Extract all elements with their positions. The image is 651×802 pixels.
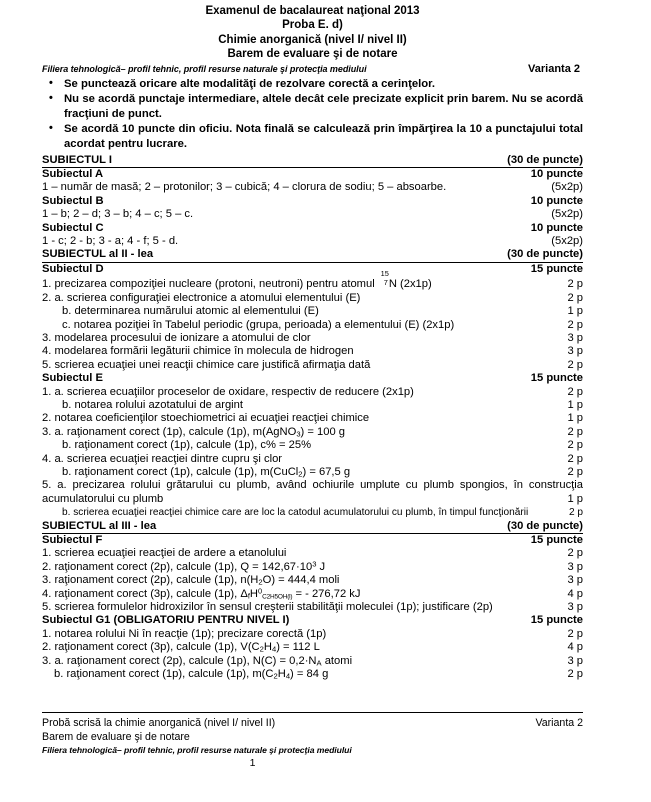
barem-item-text: 1. notarea rolului Ni în reacţie (1p); precizare corectă (1p) (42, 627, 327, 640)
subsection-points: 10 puncte (530, 168, 583, 181)
footer-subtitle: Barem de evaluare şi de notare (42, 731, 190, 743)
barem-item-points: 2 p (567, 452, 583, 465)
barem-item-points: 2 p (567, 291, 583, 304)
subsection-points: 15 puncte (530, 614, 583, 627)
barem-item-e3a (42, 426, 583, 439)
barem-item-text: 1. a. scrierea ecuaţiilor proceselor de oxidare, respectiv de reducere (2x1p) (42, 385, 414, 398)
barem-item-points: 2 p (567, 278, 583, 291)
subsection-points: 15 puncte (530, 262, 583, 275)
section-subiectul-3 (42, 520, 583, 534)
notes-list (42, 77, 583, 153)
answer-points: (5x2p) (551, 235, 583, 248)
barem-item-points: 2 p (567, 627, 583, 640)
barem-item-text: 2. a. scrierea configuraţiei electronice a atomului elementului (E) (42, 291, 361, 304)
varianta-label: Varianta 2 (528, 62, 580, 75)
barem-item-points: 2 p (567, 547, 583, 560)
footer-filiera: Filiera tehnologică– profil tehnic, profil resurse naturale şi protecţia mediului (42, 745, 352, 755)
subsection-points: 15 puncte (530, 372, 583, 385)
filiera-row (42, 63, 583, 76)
subsection-D-head (42, 263, 583, 276)
filiera-text: Filiera tehnologică– profil tehnic, profil resurse naturale şi protecţia mediului (42, 63, 367, 74)
barem-item-e4b (42, 466, 583, 479)
barem-item-text: b. determinarea numărului atomic al elementului (E) (62, 305, 319, 318)
barem-item-text: b. raţionament corect (1p), calcule (1p), m(CuCl$_2$) = 67,5 g (62, 465, 351, 479)
barem-item-d3 (42, 332, 583, 345)
barem-item-e4a (42, 453, 583, 466)
barem-item-points: 3 p (567, 331, 583, 344)
subsection-points: 10 puncte (530, 221, 583, 234)
subsection-label: Subiectul A (42, 168, 104, 181)
answer-text: 1 – număr de masă; 2 – protonilor; 3 – cubică; 4 – clorura de sodiu; 5 – absoarbe. (42, 181, 447, 194)
section-subiectul-2 (42, 248, 583, 262)
barem-item-text: 2. notarea coeficienţilor stoechiometrici ai ecuaţiei reacţiei chimice (42, 412, 370, 425)
barem-item-points: 2 p (567, 385, 583, 398)
barem-item-points: 2 p (567, 425, 583, 438)
barem-body (42, 154, 583, 682)
section-title: SUBIECTUL al III - lea (42, 519, 157, 532)
barem-item-points: 2 p (568, 507, 583, 519)
barem-item-e1b (42, 399, 583, 412)
barem-item-text: 1. scrierea ecuaţiei reacţiei de ardere a etanolului (42, 547, 287, 560)
barem-item-e2 (42, 412, 583, 425)
answer-text: 1 - c; 2 - b; 3 - a; 4 - f; 5 - d. (42, 235, 179, 248)
barem-item-points: 1 p (567, 492, 583, 505)
section-title: SUBIECTUL I (42, 153, 113, 166)
barem-item-e5a (42, 479, 583, 506)
barem-item-text: 4. a. scrierea ecuaţiei reacţiei dintre cupru şi clor (42, 452, 283, 465)
barem-item-points: 3 p (567, 574, 583, 587)
section-points: (30 de puncte) (507, 248, 583, 261)
subsection-label: Subiectul F (42, 534, 103, 547)
section-subiectul-1 (42, 154, 583, 168)
footer-varianta: Varianta 2 (535, 717, 583, 729)
barem-item-text: 4. raţionament corect (3p), calcule (1p), ΔfH$^0$C2H5OH(l) = - 276,72 kJ (42, 585, 361, 601)
barem-item-text: b. raţionament corect (1p), calcule (1p), c% = 25% (62, 439, 312, 452)
barem-item-text: 3. a. raţionament corect (2p), calcule (1p), $N(C) = 0,2\cdot N_A$ atomi (42, 654, 353, 668)
barem-item-d4 (42, 345, 583, 358)
barem-item-points: 1 p (567, 412, 583, 425)
subsection-label: Subiectul E (42, 372, 103, 385)
section-points: (30 de puncte) (507, 153, 583, 166)
subsection-F-head (42, 534, 583, 547)
footer-row-1 (42, 716, 583, 730)
barem-item-text: b. scrierea ecuaţiei reacţiei chimice care are loc la catodul acumulatorului cu plumb, în timpul funcţionării (62, 507, 529, 519)
barem-item-points: 3 p (567, 601, 583, 614)
barem-item-text: 4. modelarea formării legăturii chimice în molecula de hidrogen (42, 345, 354, 358)
barem-item-points: 3 p (567, 560, 583, 573)
barem-item-f5 (42, 601, 583, 614)
barem-item-points: 4 p (567, 641, 583, 654)
barem-item-points: 2 p (567, 358, 583, 371)
barem-item-points: 3 p (567, 345, 583, 358)
barem-item-text: 3. raţionament corect (2p), calcule (1p), $n(H_2O) = 444,4$ moli (42, 574, 340, 587)
note-item: • Se punctează oricare alte modalităţi de rezolvare corectă a cerinţelor. (42, 77, 583, 92)
barem-item-points: 2 p (567, 465, 583, 478)
barem-item-text: b. raţionament corect (1p), calcule (1p), $m(C_2H_4) = 84$ g (54, 668, 329, 681)
barem-item-d1 (42, 269, 583, 291)
barem-item-g1-3a (42, 655, 583, 668)
barem-item-e3b (42, 439, 583, 452)
document-header (42, 4, 583, 62)
answer-points: (5x2p) (551, 208, 583, 221)
subsection-label: Subiectul B (42, 194, 104, 207)
barem-item-points: 1 p (567, 305, 583, 318)
answer-row-B (42, 208, 583, 221)
section-title: SUBIECTUL al II - lea (42, 248, 154, 261)
barem-item-points: 4 p (567, 587, 583, 600)
barem-item-points: 2 p (567, 318, 583, 331)
isotope-notation: 15 7 (380, 269, 389, 287)
barem-item-points: 2 p (567, 439, 583, 452)
subsection-label: Subiectul G1 (OBLIGATORIU PENTRU NIVEL I) (42, 614, 290, 627)
header-line-exam: Examenul de bacalaureat naţional 2013 (205, 5, 420, 17)
barem-item-text: 2. raţionament corect (3p), calcule (1p), $V(C_2H_4) = 112$ L (42, 641, 320, 654)
barem-item-points: 2 p (567, 668, 583, 681)
subsection-A-head (42, 168, 583, 181)
header-line-proba: Proba E. d) (282, 19, 343, 32)
barem-item-text: 5. scrierea formulelor hidroxizilor în sensul creşterii stabilităţii moleculei (1p); justificare (2p) (42, 601, 493, 614)
barem-item-f4 (42, 585, 583, 601)
barem-item-text: 5. a. precizarea rolului grătarului cu plumb, având ochiurile umplute cu plumb spongios, în construcţia acumulatorului cu plumb 1 p (42, 479, 583, 505)
note-item: • Se acordă 10 puncte din oficiu. Nota finală se calculează prin împărţirea la 10 a punctajului total acordat pentru lucrare. (42, 122, 583, 152)
answer-points: (5x2p) (551, 181, 583, 194)
barem-item-text: c. notarea poziţiei în Tabelul periodic (grupa, perioada) a elementului (E) (2x1p) (62, 318, 455, 331)
header-line-subject: Chimie anorganică (nivel I/ nivel II) (218, 33, 407, 46)
section-points: (30 de puncte) (507, 519, 583, 532)
subsection-points: 15 puncte (530, 534, 583, 547)
subsection-E-head (42, 372, 583, 385)
barem-item-text: 3. a. raţionament corect (1p), calcule (1p), m(AgNO$_3$) = 100 g (42, 425, 346, 439)
answer-row-A (42, 181, 583, 194)
barem-item-e1a (42, 386, 583, 399)
subsection-points: 10 puncte (530, 194, 583, 207)
barem-item-text: 5. scrierea ecuaţiei unei reacţii chimice care justifică afirmaţia dată (42, 358, 371, 371)
barem-item-f3 (42, 574, 583, 587)
barem-item-text: b. notarea rolului azotatului de argint (62, 398, 243, 411)
barem-item-text: 1. precizarea compoziţiei nucleare (protoni, neutroni) pentru atomul 15 7 N (2x1p) (42, 269, 432, 291)
barem-item-g1-1 (42, 628, 583, 641)
barem-item-g1-2 (42, 641, 583, 654)
barem-item-points: 3 p (567, 654, 583, 667)
footer-title: Probă scrisă la chimie anorganică (nivel I/ nivel II) (42, 717, 276, 729)
answer-text: 1 – b; 2 – d; 3 – b; 4 – c; 5 – c. (42, 208, 194, 221)
barem-item-d5 (42, 359, 583, 372)
barem-item-text: 3. modelarea procesului de ionizare a atomului de clor (42, 331, 311, 344)
barem-item-points: 1 p (567, 398, 583, 411)
subsection-B-head (42, 195, 583, 208)
barem-item-g1-3b (42, 668, 583, 681)
barem-item-e5b (42, 506, 583, 519)
page-number: 1 (249, 757, 256, 769)
answer-row-C (42, 235, 583, 248)
note-item: • Nu se acordă punctaje intermediare, altele decât cele precizate explicit prin barem. Nu se acordă fracţiuni de punct. (42, 92, 583, 122)
enthalpy-notation: ΔfH$^0$C2H5OH(l) (240, 585, 293, 601)
barem-item-text: 2. raţionament corect (2p), calcule (1p), $Q = 142,67\cdot 10^3$ J (42, 559, 326, 573)
subsection-G1-head (42, 614, 583, 627)
subsection-C-head (42, 222, 583, 235)
subsection-label: Subiectul D (42, 262, 104, 275)
barem-item-d2b (42, 305, 583, 318)
header-line-barem: Barem de evaluare şi de notare (227, 48, 398, 61)
document-footer (42, 712, 583, 769)
barem-item-f2 (42, 561, 583, 574)
subsection-label: Subiectul C (42, 221, 104, 234)
barem-item-d2a (42, 292, 583, 305)
barem-item-d2c (42, 319, 583, 332)
